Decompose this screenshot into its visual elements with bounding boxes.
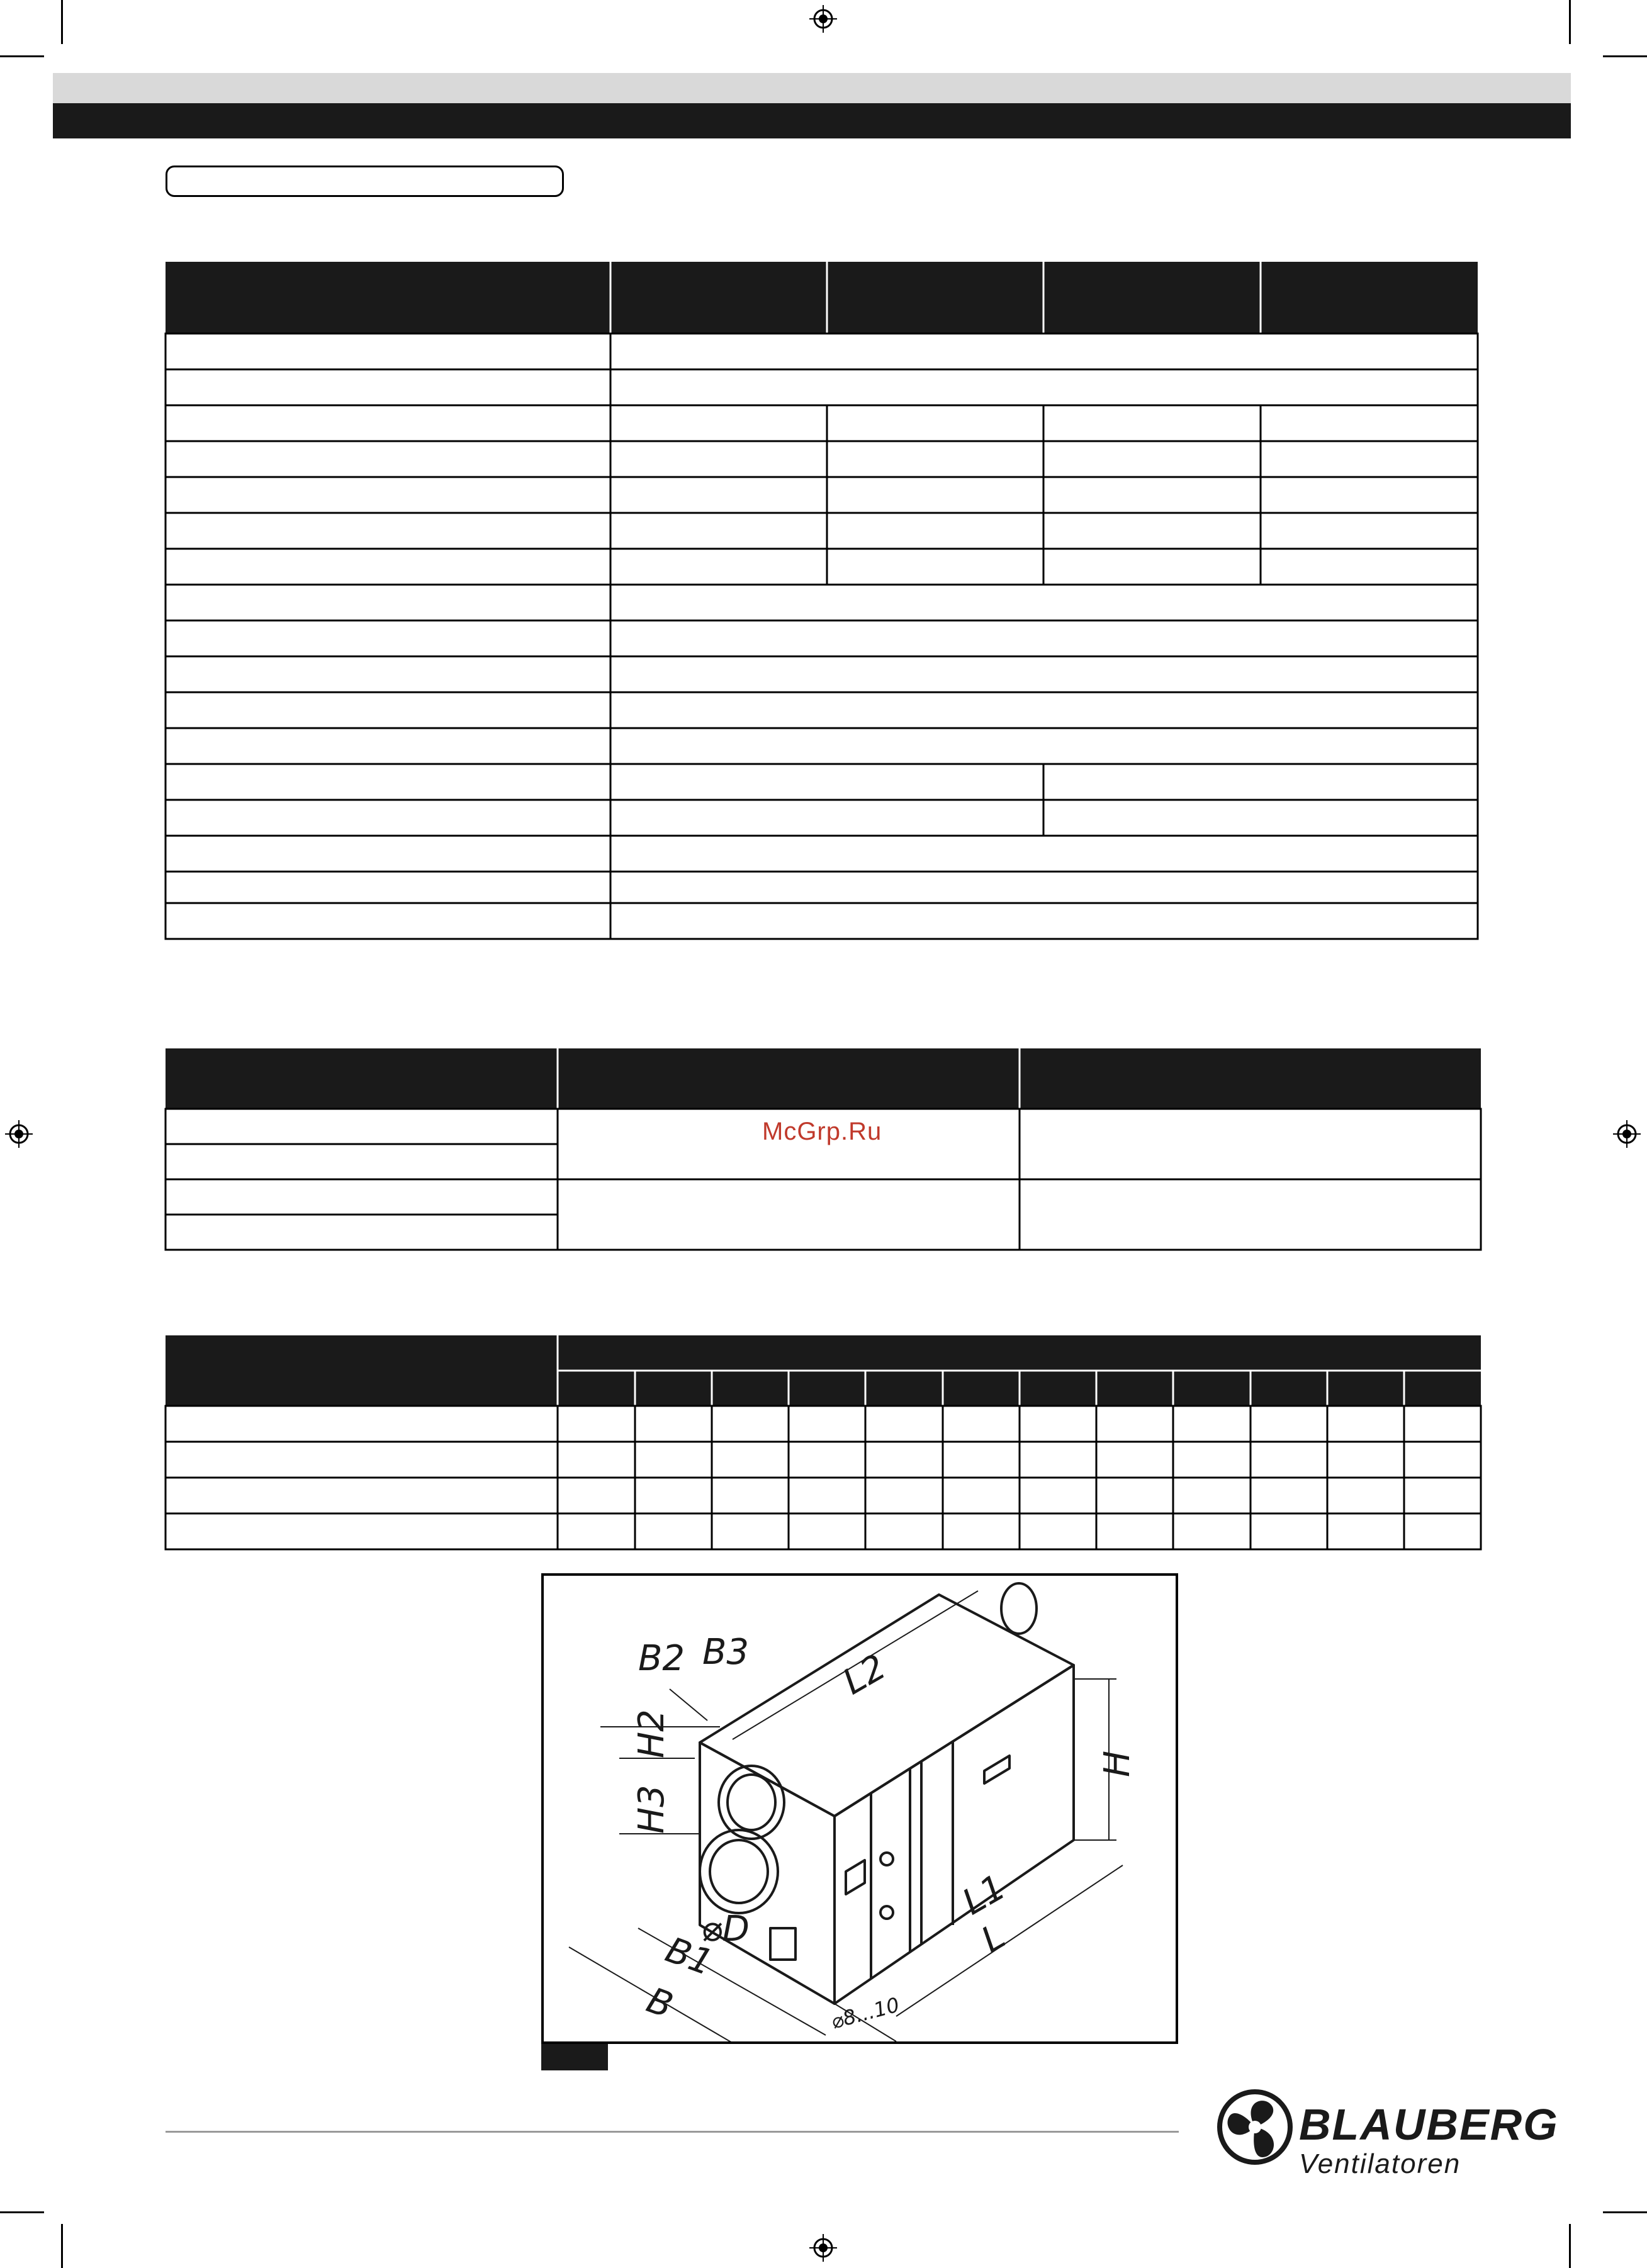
- watermark: McGrp.Ru: [762, 1118, 882, 1145]
- label-h2: H2: [631, 1709, 672, 1758]
- crop-mark-bl-v: [61, 2224, 63, 2268]
- label-l1: L1: [955, 1867, 1013, 1924]
- unit-drawing: [544, 1576, 1176, 2041]
- label-l2: L2: [836, 1646, 893, 1704]
- crop-mark-br-h: [1603, 2211, 1647, 2213]
- label-b3: B3: [702, 1632, 750, 1673]
- label-b: B: [641, 1980, 678, 2027]
- crop-mark-br-v: [1569, 2224, 1571, 2268]
- label-h: H: [1097, 1750, 1138, 1777]
- label-b1: B1: [660, 1929, 719, 1984]
- footer-rule: [166, 2131, 1179, 2133]
- label-l: L: [974, 1916, 1013, 1962]
- label-h3: H3: [631, 1785, 672, 1834]
- brand-logo-text: BLAUBERG: [1299, 2100, 1559, 2149]
- figure-number-tab: [541, 2044, 608, 2070]
- crop-mark-bl-h: [0, 2211, 44, 2213]
- brand-logo-subtext: Ventilatoren: [1299, 2148, 1461, 2179]
- label-hole: ⌀8...10: [828, 1992, 902, 2034]
- blauberg-fan-icon: [1216, 2088, 1294, 2166]
- dimensions-figure: [541, 1573, 1178, 2044]
- label-d: ⌀D: [701, 1909, 750, 1950]
- label-b2: B2: [638, 1638, 685, 1679]
- registration-mark-bottom: [809, 2234, 837, 2262]
